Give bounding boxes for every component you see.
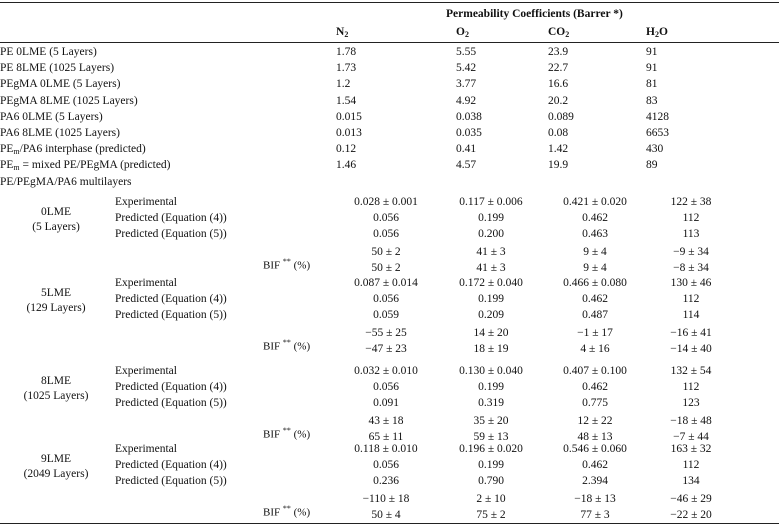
row-sublabel: Predicted (Equation (5)) xyxy=(115,309,227,321)
bif-cell: −16 ± 41 xyxy=(670,327,712,339)
table-cell: 0.462 xyxy=(582,212,608,224)
bif-cell: −14 ± 40 xyxy=(670,343,712,355)
bif-cell: 43 ± 18 xyxy=(368,415,404,427)
table-cell: 83 xyxy=(646,94,658,107)
table-cell: 0.407 ± 0.100 xyxy=(563,365,627,377)
row-label: PEgMA 8LME (1025 Layers) xyxy=(0,94,138,107)
table-cell: 0.200 xyxy=(478,228,504,240)
bif-cell: 4 ± 16 xyxy=(580,343,610,355)
bif-label: BIF ** (%) xyxy=(263,257,311,272)
table-cell: 113 xyxy=(682,228,700,240)
table-cell: 0.091 xyxy=(373,397,399,409)
table-cell: 81 xyxy=(646,78,658,91)
bif-cell: 9 ± 4 xyxy=(583,262,607,274)
table-cell: 1.73 xyxy=(336,62,357,75)
row-label: PEgMA 0LME (5 Layers) xyxy=(0,78,121,91)
table-cell: 89 xyxy=(646,159,658,172)
row-sublabel: Predicted (Equation (4)) xyxy=(115,459,227,471)
table-cell: 23.9 xyxy=(548,46,569,58)
table-cell: 112 xyxy=(682,212,700,224)
table-cell: 0.117 ± 0.006 xyxy=(459,196,523,208)
group-layers: (129 Layers) xyxy=(26,302,86,314)
bif-cell: 77 ± 3 xyxy=(580,509,610,521)
bif-label: BIF ** (%) xyxy=(263,504,311,519)
bif-cell: 65 ± 11 xyxy=(368,431,404,443)
row-label: PA6 0LME (5 Layers) xyxy=(0,110,103,123)
bif-cell: −7 ± 44 xyxy=(673,431,709,443)
group-title: Permeability Coefficients (Barrer *) xyxy=(446,8,623,20)
table-cell: 0.172 ± 0.040 xyxy=(459,277,523,289)
table-cell: 0.199 xyxy=(478,459,504,471)
row-sublabel: Predicted (Equation (4)) xyxy=(115,212,227,224)
table-cell: 0.775 xyxy=(582,397,608,409)
row-sublabel: Experimental xyxy=(115,277,177,289)
table-cell: 19.9 xyxy=(548,159,569,172)
column-header-2: $CO_2$ xyxy=(548,26,570,39)
table-cell: 0.08 xyxy=(548,127,569,139)
row-sublabel: Experimental xyxy=(115,196,177,208)
column-header-0: $N_2$ xyxy=(336,26,349,39)
bif-cell: −47 ± 23 xyxy=(365,343,407,355)
table-cell: 0.199 xyxy=(478,381,504,393)
bif-cell: 9 ± 4 xyxy=(583,246,607,258)
row-label: $PE_m/PA6$ interphase (predicted) xyxy=(0,143,146,157)
table-cell: 0.546 ± 0.060 xyxy=(563,443,627,455)
table-cell: 1.78 xyxy=(336,46,357,58)
bif-cell: 75 ± 2 xyxy=(476,509,506,521)
table-cell: 163 ± 32 xyxy=(670,443,712,455)
bif-cell: 50 ± 2 xyxy=(371,262,401,274)
table-cell: 0.056 xyxy=(373,212,399,224)
bif-cell: −1 ± 17 xyxy=(577,327,613,339)
table-cell: 16.6 xyxy=(548,78,569,91)
bif-cell: −110 ± 18 xyxy=(362,493,410,505)
table-cell: 0.466 ± 0.080 xyxy=(563,277,627,289)
bif-cell: −22 ± 20 xyxy=(670,509,712,521)
table-cell: 112 xyxy=(682,459,700,471)
table-cell: 122 ± 38 xyxy=(670,196,712,208)
table-cell: 0.199 xyxy=(478,293,504,305)
table-cell: 91 xyxy=(646,62,658,75)
table-cell: 20.2 xyxy=(548,94,569,107)
row-sublabel: Predicted (Equation (5)) xyxy=(115,228,227,240)
table-cell: 2.394 xyxy=(582,475,608,487)
table-cell: 0.056 xyxy=(373,459,399,471)
bif-cell: 59 ± 13 xyxy=(473,431,509,443)
bif-cell: −55 ± 25 xyxy=(365,327,407,339)
bif-cell: 2 ± 10 xyxy=(476,493,506,505)
bif-cell: 41 ± 3 xyxy=(476,262,506,274)
table-cell: 0.130 ± 0.040 xyxy=(459,365,523,377)
column-header-3: $H_2O$ xyxy=(646,26,668,39)
table-cell: 0.015 xyxy=(336,110,362,123)
group-name: 0LME xyxy=(40,206,72,218)
group-layers: (2049 Layers) xyxy=(23,468,89,480)
table-cell: 6653 xyxy=(646,127,669,139)
row-sublabel: Experimental xyxy=(115,443,177,455)
bif-cell: 50 ± 4 xyxy=(371,509,401,521)
table-cell: 22.7 xyxy=(548,62,569,75)
table-cell: 1.2 xyxy=(336,78,351,91)
table-cell: 1.54 xyxy=(336,94,357,107)
table-cell: 0.038 xyxy=(456,110,482,123)
table-cell: 0.12 xyxy=(336,143,357,156)
table-cell: 4.57 xyxy=(456,159,477,172)
bif-label: BIF ** (%) xyxy=(263,338,311,353)
table-cell: 0.462 xyxy=(582,381,608,393)
bif-cell: 48 ± 13 xyxy=(577,431,613,443)
table-cell: 114 xyxy=(682,309,700,321)
row-label: $PE_m$ = mixed PE/PEgMA (predicted) xyxy=(0,159,171,173)
table-cell: 1.46 xyxy=(336,159,357,172)
table-cell: 0.087 ± 0.014 xyxy=(354,277,418,289)
table-header-rule xyxy=(0,42,779,43)
bif-cell: −18 ± 13 xyxy=(574,493,616,505)
table-cell: 430 xyxy=(646,143,664,156)
table-cell: 0.462 xyxy=(582,293,608,305)
row-sublabel: Predicted (Equation (5)) xyxy=(115,475,227,487)
row-sublabel: Predicted (Equation (4)) xyxy=(115,293,227,305)
table-cell: 0.059 xyxy=(373,309,399,321)
table-cell: 123 xyxy=(682,397,700,409)
table-cell: 1.42 xyxy=(548,143,569,156)
bif-cell: −9 ± 34 xyxy=(673,246,709,258)
table-cell: 0.319 xyxy=(478,397,504,409)
table-cell: 0.056 xyxy=(373,293,399,305)
table-cell: 0.028 ± 0.001 xyxy=(354,196,418,208)
table-cell: 0.056 xyxy=(373,228,399,240)
group-layers: (1025 Layers) xyxy=(23,390,89,402)
group-name: 5LME xyxy=(40,287,72,299)
row-sublabel: Experimental xyxy=(115,365,177,377)
table-bottom-rule xyxy=(0,523,779,524)
table-cell: 91 xyxy=(646,46,658,58)
table-cell: 0.032 ± 0.010 xyxy=(354,365,418,377)
group-name: 9LME xyxy=(40,453,72,465)
table-cell: 0.209 xyxy=(478,309,504,321)
table-cell: 0.196 ± 0.020 xyxy=(459,443,523,455)
table-cell: 0.790 xyxy=(478,475,504,487)
table-cell: 0.463 xyxy=(582,228,608,240)
row-label: PE 8LME (1025 Layers) xyxy=(0,62,115,75)
table-cell: 0.013 xyxy=(336,127,362,139)
bif-label: BIF ** (%) xyxy=(263,426,311,441)
table-cell: 4128 xyxy=(646,110,669,123)
table-cell: 4.92 xyxy=(456,94,477,107)
bif-cell: 41 ± 3 xyxy=(476,246,506,258)
bif-cell: 50 ± 2 xyxy=(371,246,401,258)
table-cell: 134 xyxy=(682,475,700,487)
table-top-rule xyxy=(0,2,779,3)
bif-cell: −8 ± 34 xyxy=(673,262,709,274)
table-cell: 112 xyxy=(682,293,700,305)
table-cell: 5.42 xyxy=(456,62,477,75)
table-cell: 132 ± 54 xyxy=(670,365,712,377)
bif-cell: 35 ± 20 xyxy=(473,415,509,427)
table-cell: 0.118 ± 0.010 xyxy=(354,443,418,455)
bif-cell: 18 ± 19 xyxy=(473,343,509,355)
table-cell: 3.77 xyxy=(456,78,477,91)
group-layers: (5 Layers) xyxy=(32,221,80,233)
bif-cell: −46 ± 29 xyxy=(670,493,712,505)
group-name: 8LME xyxy=(40,375,72,387)
bif-cell: −18 ± 48 xyxy=(670,415,712,427)
multilayer-heading: PE/PEgMA/PA6 multilayers xyxy=(0,175,132,188)
row-sublabel: Predicted (Equation (5)) xyxy=(115,397,227,409)
table-cell: 0.236 xyxy=(373,475,399,487)
table-cell: 0.41 xyxy=(456,143,477,156)
table-cell: 112 xyxy=(682,381,700,393)
table-cell: 0.487 xyxy=(582,309,608,321)
table-cell: 0.035 xyxy=(456,127,482,139)
table-cell: 0.421 ± 0.020 xyxy=(563,196,627,208)
table-cell: 5.55 xyxy=(456,46,477,58)
row-sublabel: Predicted (Equation (4)) xyxy=(115,381,227,393)
row-label: PE 0LME (5 Layers) xyxy=(0,46,97,58)
table-cell: 130 ± 46 xyxy=(670,277,712,289)
bif-cell: 14 ± 20 xyxy=(473,327,509,339)
column-header-1: $O_2$ xyxy=(456,26,469,39)
row-label: PA6 8LME (1025 Layers) xyxy=(0,127,120,139)
table-cell: 0.462 xyxy=(582,459,608,471)
table-cell: 0.089 xyxy=(548,110,574,123)
table-cell: 0.056 xyxy=(373,381,399,393)
table-cell: 0.199 xyxy=(478,212,504,224)
bif-cell: 12 ± 22 xyxy=(577,415,613,427)
